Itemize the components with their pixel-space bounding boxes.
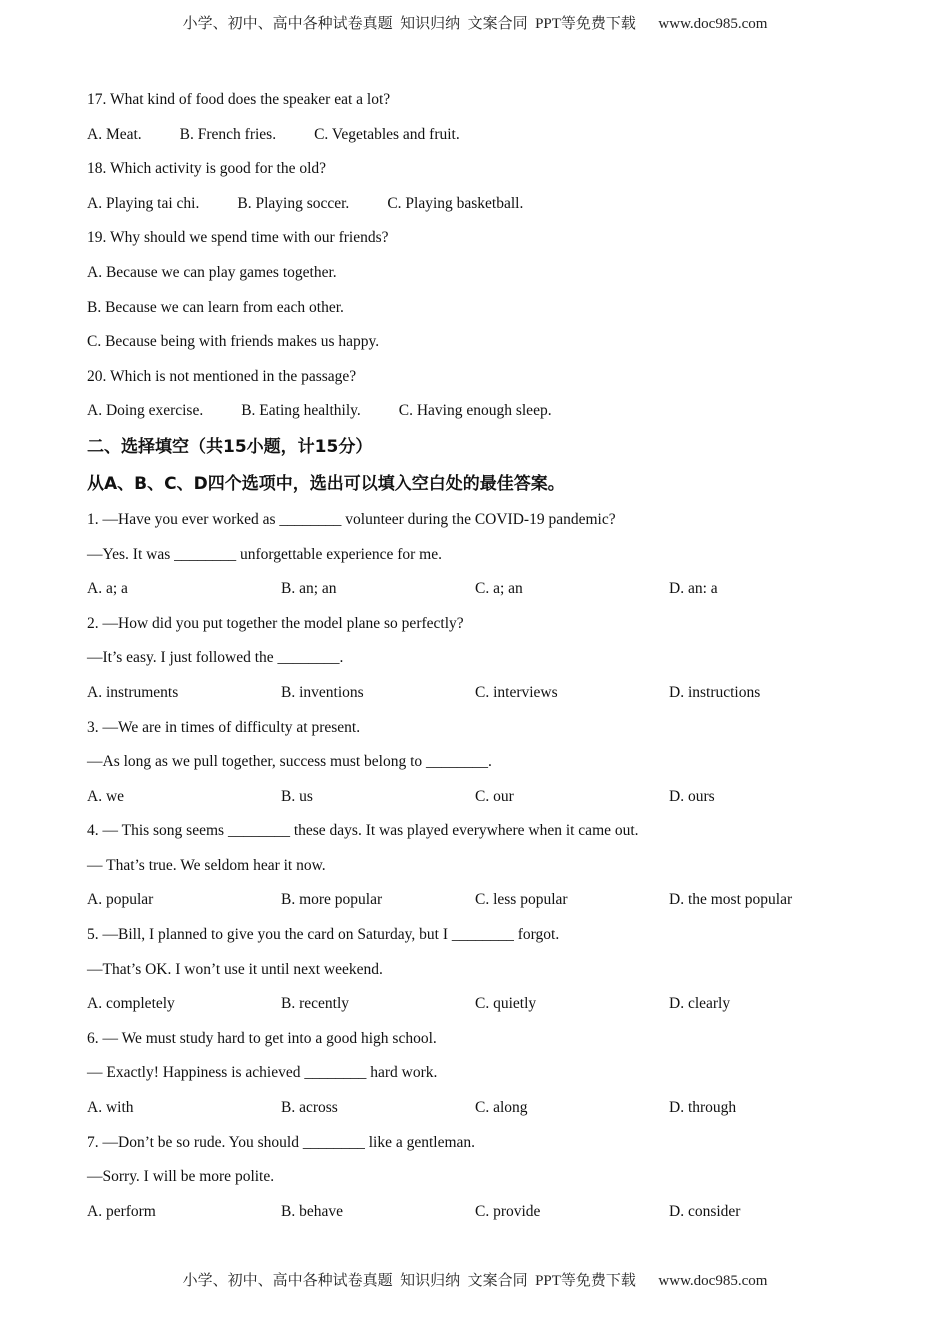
question-3-line-1: 3. —We are in times of difficulty at present. [87,718,361,736]
option-c: C. Because being with friends makes us happy. [87,333,380,351]
options-20 [87,394,887,429]
question-4-line-1: 4. — This song seems ________ these days. It was played everywhere when it came out. [87,822,639,840]
section-instruction: 从A、B、C、D四个选项中，选出可以填入空白处的最佳答案。 [87,473,565,494]
page-header: 小学、初中、高中各种试卷真题 知识归纳 文案合同 PPT等免费下载 www.doc985.com [182,16,768,32]
question-19: 19. Why should we spend time with our friends? [87,229,389,247]
option-b: B. recently [281,995,350,1013]
option-b: B. behave [281,1202,343,1220]
option-d: D. consider [669,1202,741,1220]
section-title: 二、选择填空（共15小题，计15分） [87,436,373,457]
option-a: A. a; a [87,580,128,598]
options-6 [87,1091,887,1126]
option-c: C. our [475,787,514,805]
options-7 [87,1195,887,1230]
page-footer: 小学、初中、高中各种试卷真题 知识归纳 文案合同 PPT等免费下载 www.doc985.com [182,1273,768,1289]
option-a: A. with [87,1099,134,1117]
option-a: A. popular [87,891,154,909]
option-d: D. an: a [669,580,718,598]
exam-content [87,83,887,1229]
question-3-line-2: —As long as we pull together, success must belong to ________. [87,753,492,771]
question-4-line-2: — That’s true. We seldom hear it now. [87,856,326,874]
option-b: B. Playing soccer. [237,194,350,212]
options-2 [87,676,887,711]
option-a: A. Meat. [87,125,142,143]
option-c: C. quietly [475,995,537,1013]
question-7-line-1: 7. —Don’t be so rude. You should ________ like a gentleman. [87,1133,476,1151]
option-c: C. less popular [475,891,568,909]
option-a: A. Playing tai chi. [87,194,200,212]
option-b: B. more popular [281,891,383,909]
option-c: C. interviews [475,683,558,701]
option-d: D. clearly [669,995,731,1013]
question-7-line-2: —Sorry. I will be more polite. [87,1168,275,1186]
option-b: B. an; an [281,580,337,598]
question-6-line-1: 6. — We must study hard to get into a good high school. [87,1029,437,1047]
option-b: B. across [281,1099,338,1117]
options-5 [87,987,887,1022]
option-d: D. the most popular [669,891,793,909]
option-a: A. Because we can play games together. [87,263,337,281]
question-18: 18. Which activity is good for the old? [87,160,327,178]
question-17: 17. What kind of food does the speaker eat a lot? [87,91,391,108]
question-5-line-2: —That’s OK. I won’t use it until next weekend. [87,960,383,978]
question-1-line-1: 1. —Have you ever worked as ________ volunteer during the COVID-19 pandemic? [87,510,616,528]
option-a: A. we [87,787,125,805]
option-b: B. Because we can learn from each other. [87,298,344,316]
options-4 [87,883,887,918]
option-a: A. perform [87,1202,156,1220]
option-d: D. through [669,1099,737,1117]
question-2-line-1: 2. —How did you put together the model plane so perfectly? [87,614,464,632]
options-17 [87,118,887,153]
option-c: C. a; an [475,580,523,598]
option-c: C. Having enough sleep. [398,402,552,420]
options-18 [87,187,887,222]
options-1 [87,572,887,607]
option-a: A. completely [87,995,175,1013]
option-a: A. instruments [87,683,179,701]
option-b: B. Eating healthily. [241,402,361,420]
question-1-line-2: —Yes. It was ________ unforgettable experience for me. [87,545,442,563]
option-d: D. ours [669,787,715,805]
question-20: 20. Which is not mentioned in the passage? [87,367,357,385]
option-c: C. Vegetables and fruit. [314,125,460,143]
question-2-line-2: —It’s easy. I just followed the ________. [87,649,344,667]
option-b: B. us [281,787,313,805]
question-5-line-1: 5. —Bill, I planned to give you the card on Saturday, but I ________ forgot. [87,926,560,944]
option-c: C. Playing basketball. [387,194,524,212]
option-b: B. inventions [281,683,364,701]
option-c: C. along [475,1099,528,1117]
option-b: B. French fries. [179,125,277,143]
option-d: D. instructions [669,683,761,701]
options-3 [87,780,887,815]
option-a: A. Doing exercise. [87,402,204,420]
question-6-line-2: — Exactly! Happiness is achieved ________ hard work. [87,1064,438,1082]
option-c: C. provide [475,1202,541,1220]
